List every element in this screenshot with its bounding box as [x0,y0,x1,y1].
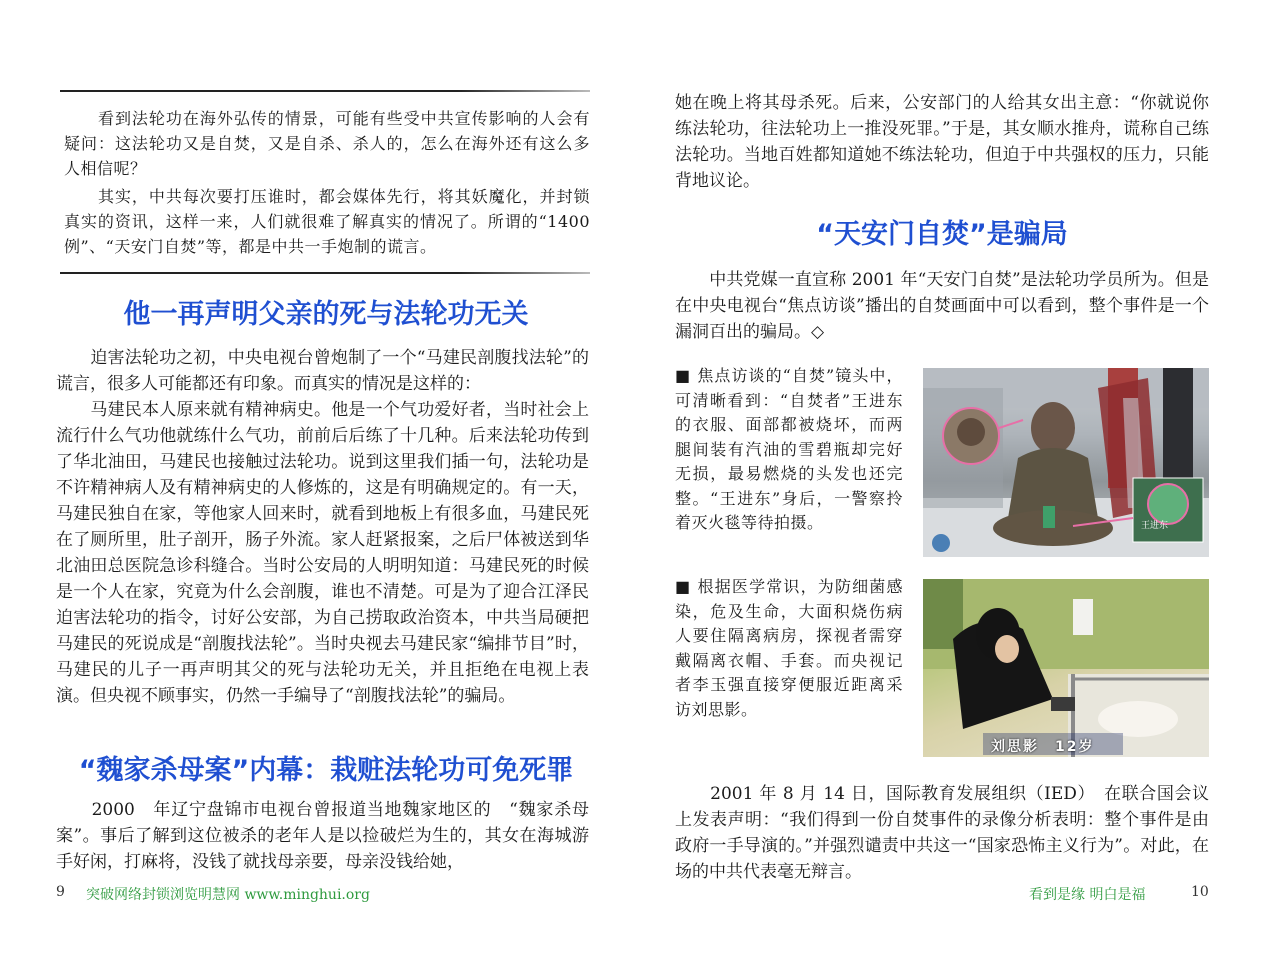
section-heading-wei-family: “魏家杀母案”内幕：栽赃法轮功可免死罪 [78,755,574,786]
left-page [0,0,632,978]
page-number-left: 9 [56,884,65,900]
self-immolation-photo [923,368,1209,557]
section-heading-ma-jianmin: 他一再声明父亲的死与法轮功无关 [123,299,529,330]
photo1-caption: ■ 焦点访谈的“自焚”镜头中，可清晰看到：“自焚者”王进东的衣服、面部都被烧坏，而两腿间装有汽油的雪碧瓶却完好无损，最易燃烧的头发也还完整。“王进东”身后，一警察拎着灭火毯等待拍摄。 [675,366,903,532]
footer-left: 突破网络封锁浏览明慧网 www.minghui.org [86,887,370,903]
section1-paragraph-1: 迫害法轮功之初，中央电视台曾炮制了一个“马建民剖腹找法轮”的谎言，很多人可能都还有印象。而真实的情况是这样的： [56,348,589,394]
intro-top-rule [60,90,590,92]
section-heading-tiananmen: “天安门自焚”是骗局 [816,219,1068,250]
section3-paragraph-1: 中共党媒一直宣称 2001 年“天安门自焚”是法轮功学员所为。但是在中央电视台“焦点访谈”播出的自焚画面中可以看到，整个事件是一个漏洞百出的骗局。◇ [675,270,1209,342]
intro-paragraph-2: 其实，中共每次要打压谁时，都会媒体先行，将其妖魔化，并封锁真实的资讯，这样一来，人们就很难了解真实的情况了。所谓的“1400例”、“天安门自焚”等，都是中共一手炮制的谎言。 [64,187,590,256]
photo1-name-label: 王进东 [1141,521,1169,531]
section2-paragraph-1: 2000 年辽宁盘锦市电视台曾报道当地魏家地区的 “魏家杀母案”。事后了解到这位被杀的老年人是以捡破烂为生的，其女在海城游手好闲，打麻将，没钱了就找母亲要，母亲没钱给她， [56,800,589,872]
section3-paragraph-2: 2001 年 8 月 14 日，国际教育发展组织（IED） 在联合国会议上发表声明：“我们得到一份自焚事件的录像分析表明：整个事件是由政府一手导演的。”并强烈谴责中共这一“国家恐怖主义行为”。对此，在场的中共代表毫无辩言。 [675,784,1209,882]
intro-bottom-rule [60,272,590,274]
section1-paragraph-2: 马建民本人原来就有精神病史。他是一个气功爱好者，当时社会上流行什么气功他就练什么气功，前前后后练了十几种。后来法轮功传到了华北油田，马建民也接触过法轮功。说到这里我们插一句，法轮功是不许精神病人及有精神病史的人修炼的，这是有明确规定的。有一天，马建民独自在家，等他家人回来时，就看到地板上有很多血，马建民死在了厕所里，肚子剖开，肠子外流。家人赶紧报案，之后尸体被送到华北油田总医院急诊科缝合。当时公安局的人明明知道：马建民死的时候是一个人在家，究竟为什么会剖腹，谁也不清楚。可是为了迎合江泽民迫害法轮功的指令，讨好公安部，为自己捞取政治资本，中共当局硬把马建民的死说成是“剖腹找法轮”。当时央视去马建民家“编排节目”时，马建民的儿子一再声明其父的死与法轮功无关，并且拒绝在电视上表演。但央视不顾事实，仍然一手编导了“剖腹找法轮”的骗局。 [56,400,589,706]
footer-right: 看到是缘 明白是福 [1029,887,1146,903]
page-number-right: 10 [1191,884,1209,900]
right-page [633,0,1265,978]
hospital-scene [923,579,1209,757]
photo2-name-label: 刘思影 12岁 [991,739,1095,755]
continued-paragraph: 她在晚上将其母杀死。后来，公安部门的人给其女出主意：“你就说你练法轮功，往法轮功上一推没死罪。”于是，其女顺水推舟，谎称自己练法轮功。当地百姓都知道她不练法轮功，但迫于中共强权的压力，只能背地议论。 [675,93,1209,191]
hospital-interview-photo [923,579,1209,757]
photo2-caption: ■ 根据医学常识，为防细菌感染，危及生命，大面积烧伤病人要住隔离病房，探视者需穿戴隔离衣帽、手套。而央视记者李玉强直接穿便服近距离采访刘思影。 [675,577,903,719]
intro-paragraph-1: 看到法轮功在海外弘传的情景，可能有些受中共宣传影响的人会有疑问：这法轮功又是自焚，又是自杀、杀人的，怎么在海外还有这么多人相信呢？ [64,109,590,178]
